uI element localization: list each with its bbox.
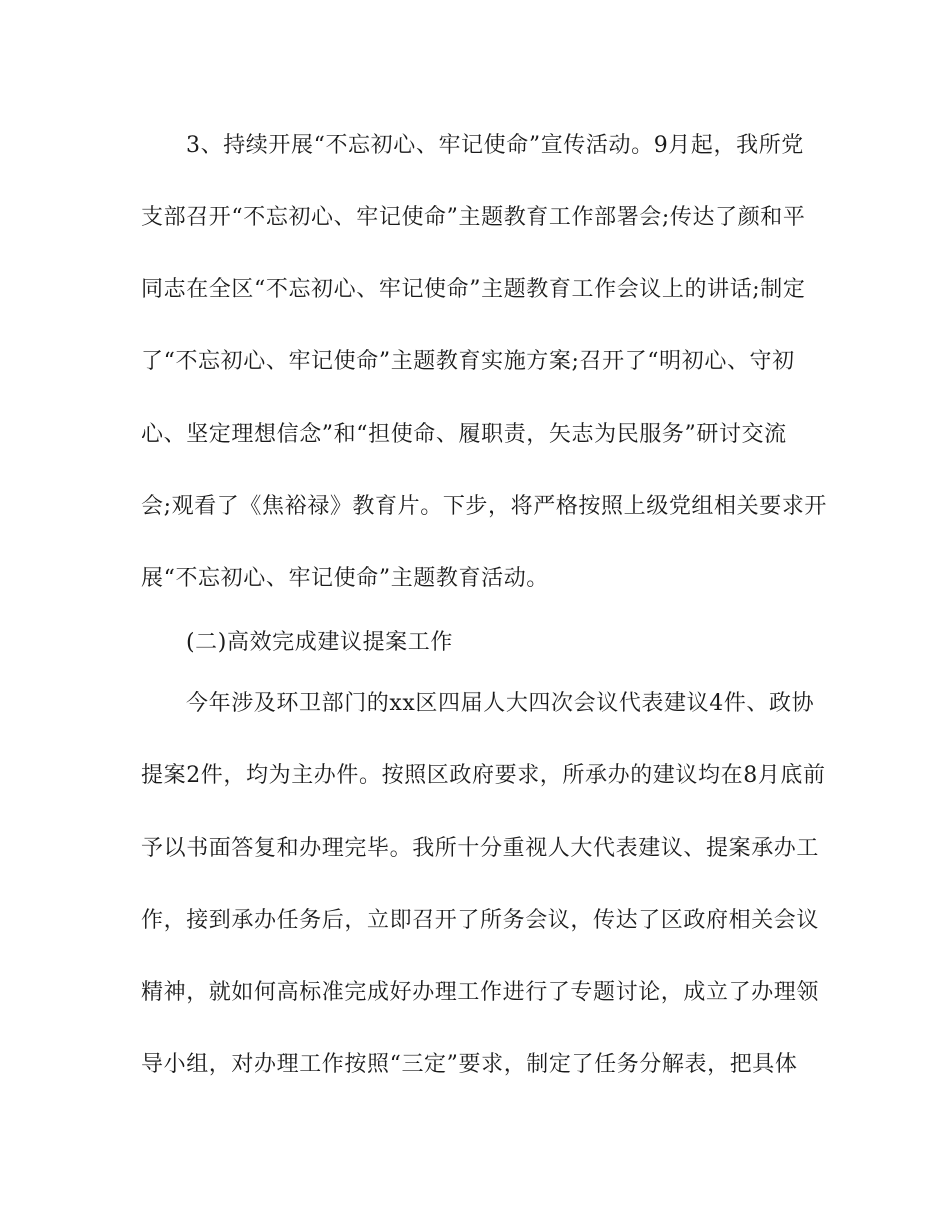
- paragraph-1-line-1: 3、持续开展“不忘初心、牢记使命”宣传活动。9月起，我所党: [186, 133, 804, 158]
- paragraph-1-line-6: 会;观看了《焦裕禄》教育片。下步，将严格按照上级党组相关要求开: [141, 494, 828, 519]
- paragraph-2-line-1: 今年涉及环卫部门的xx区四届人大四次会议代表建议4件、政协: [186, 691, 815, 716]
- section-heading: (二)高效完成建议提案工作: [186, 630, 453, 655]
- paragraph-1-line-3: 同志在全区“不忘初心、牢记使命”主题教育工作会议上的讲话;制定: [141, 277, 806, 302]
- paragraph-2-line-4: 作，接到承办任务后，立即召开了所务会议，传达了区政府相关会议: [141, 908, 820, 933]
- paragraph-2-line-5: 精神，就如何高标准完成好办理工作进行了专题讨论，成立了办理领: [141, 980, 820, 1005]
- paragraph-1-line-2: 支部召开“不忘初心、牢记使命”主题教育工作部署会;传达了颜和平: [141, 205, 806, 230]
- paragraph-1-line-4: 了“不忘初心、牢记使命”主题教育实施方案;召开了“明初心、守初: [141, 349, 795, 374]
- paragraph-2-line-2: 提案2件，均为主办件。按照区政府要求，所承办的建议均在8月底前: [141, 763, 826, 788]
- paragraph-1-line-5: 心、坚定理想信念”和“担使命、履职责，矢志为民服务”研讨交流: [141, 422, 787, 447]
- paragraph-2-line-6: 导小组，对办理工作按照“三定”要求，制定了任务分解表，把具体: [141, 1052, 798, 1077]
- paragraph-1-line-7: 展“不忘初心、牢记使命”主题教育活动。: [141, 566, 549, 591]
- paragraph-2-line-3: 予以书面答复和办理完毕。我所十分重视人大代表建议、提案承办工: [141, 836, 820, 861]
